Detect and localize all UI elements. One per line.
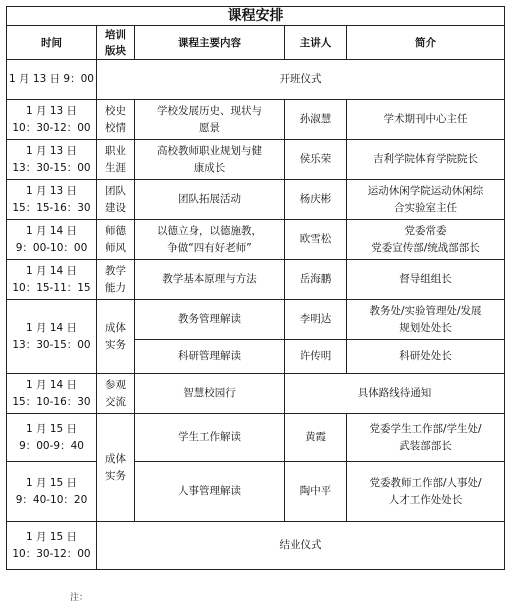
header-intro: 简介 [347, 26, 505, 60]
row-module: 参观 交流 [97, 374, 135, 414]
header-module: 培训 版块 [97, 26, 135, 60]
row-intro: 教务处/实验管理处/发展 规划处处长 [347, 300, 505, 340]
row-time: 1 月 14 日 9：00-10：00 [7, 220, 97, 260]
row-module: 校史 校情 [97, 100, 135, 140]
table-title: 课程安排 [7, 7, 505, 26]
row-content: 科研管理解读 [135, 340, 285, 374]
row-time: 1 月 15 日 10：30-12：00 [7, 522, 97, 570]
header-speaker: 主讲人 [285, 26, 347, 60]
row-time: 1 月 13 日 10：30-12：00 [7, 100, 97, 140]
row-content: 教学基本原理与方法 [135, 260, 285, 300]
row-module: 职业 生涯 [97, 140, 135, 180]
table-row [7, 522, 505, 570]
row-time: 1 月 15 日 9：40-10：20 [7, 462, 97, 522]
row-speaker: 岳海鹏 [285, 260, 347, 300]
row-speaker: 许传明 [285, 340, 347, 374]
row-intro: 科研处处长 [347, 340, 505, 374]
row-content: 学生工作解读 [135, 414, 285, 462]
row-speaker: 黄霞 [285, 414, 347, 462]
row-content: 开班仪式 [97, 60, 505, 100]
row-speaker: 杨庆彬 [285, 180, 347, 220]
row-module: 成体 实务 [97, 300, 135, 374]
row-module: 教学 能力 [97, 260, 135, 300]
row-module: 师德 师风 [97, 220, 135, 260]
table-row [7, 462, 505, 522]
table-row [7, 374, 505, 414]
row-module: 团队 建设 [97, 180, 135, 220]
row-content: 结业仪式 [97, 522, 505, 570]
row-intro: 运动休闲学院运动休闲综 合实验室主任 [347, 180, 505, 220]
table-row [7, 414, 505, 462]
row-intro: 党委常委 党委宣传部/统战部部长 [347, 220, 505, 260]
row-content: 团队拓展活动 [135, 180, 285, 220]
row-intro: 党委学生工作部/学生处/ 武装部部长 [347, 414, 505, 462]
table-row [7, 140, 505, 180]
row-time: 1 月 13 日 9：00 [7, 60, 97, 100]
row-speaker-intro: 具体路线待通知 [285, 374, 505, 414]
row-speaker: 侯乐荣 [285, 140, 347, 180]
row-time: 1 月 14 日 10：15-11：15 [7, 260, 97, 300]
row-content: 学校发展历史、现状与 愿景 [135, 100, 285, 140]
header-time: 时间 [7, 26, 97, 60]
table-row [7, 260, 505, 300]
row-content: 以德立身，以德施教， 争做“四有好老师” [135, 220, 285, 260]
table-row [7, 60, 505, 100]
row-intro: 吉利学院体育学院院长 [347, 140, 505, 180]
row-intro: 学术期刊中心主任 [347, 100, 505, 140]
table-row [7, 100, 505, 140]
row-content: 人事管理解读 [135, 462, 285, 522]
row-speaker: 欧雪松 [285, 220, 347, 260]
table-row [7, 220, 505, 260]
row-intro: 督导组组长 [347, 260, 505, 300]
row-content: 智慧校园行 [135, 374, 285, 414]
row-content: 高校教师职业规划与健 康成长 [135, 140, 285, 180]
table-row [7, 300, 505, 340]
row-time: 1 月 13 日 15：15-16：30 [7, 180, 97, 220]
table-row [7, 180, 505, 220]
row-module: 成体 实务 [97, 414, 135, 522]
row-content: 教务管理解读 [135, 300, 285, 340]
row-intro: 党委教师工作部/人事处/ 人才工作处处长 [347, 462, 505, 522]
row-speaker: 李明达 [285, 300, 347, 340]
row-time: 1 月 15 日 9：00-9：40 [7, 414, 97, 462]
row-time: 1 月 14 日 13：30-15：00 [7, 300, 97, 374]
row-speaker: 陶中平 [285, 462, 347, 522]
row-time: 1 月 13 日 13：30-15：00 [7, 140, 97, 180]
course-schedule-table [6, 6, 505, 570]
row-time: 1 月 14 日 15：10-16：30 [7, 374, 97, 414]
row-speaker: 孙淑慧 [285, 100, 347, 140]
footer-note: 注： [70, 593, 89, 603]
header-content: 课程主要内容 [135, 26, 285, 60]
